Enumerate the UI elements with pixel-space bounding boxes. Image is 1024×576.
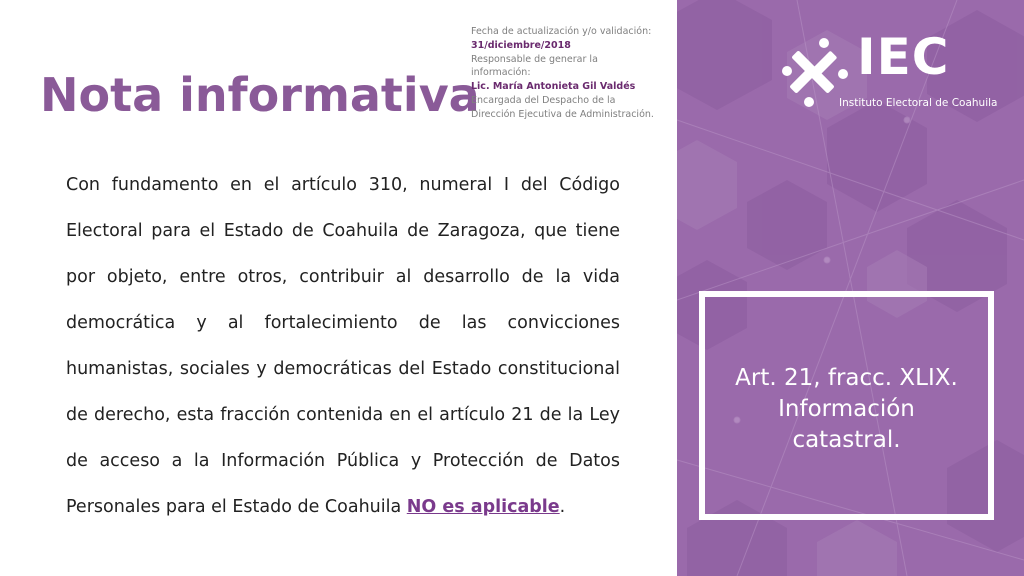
article-line-1: Art. 21, fracc. XLIX. (735, 365, 958, 391)
responsible-department: Dirección Ejecutiva de Administración. (471, 108, 654, 120)
logo-acronym: IEC (857, 28, 950, 86)
responsible-role: Encargada del Despacho de la (471, 94, 616, 106)
body-end: . (559, 497, 566, 517)
not-applicable-link[interactable]: NO es aplicable (406, 497, 560, 517)
logo-subtitle: Instituto Electoral de Coahuila (839, 97, 998, 109)
article-line-2: Información (778, 396, 915, 422)
article-box (699, 291, 994, 520)
side-panel (677, 0, 1024, 576)
body-text: Con fundamento en el artículo 310, numeral I del Código Electoral para el Estado de Coahuila de Zaragoza, que tiene por objeto, entre otros, contribuir al desarrollo de la vida democrática y al fortalecimiento de las convicciones humanistas, sociales y democráticas del Estado constitucional de derecho, esta fracción contenida en el artículo 21 de la Ley de acceso a la Información Pública y Protección de Datos Personales para el Estado de Coahuila (66, 175, 620, 517)
update-info (471, 25, 671, 122)
responsible-name: Lic. María Antonieta Gil Valdés (471, 81, 636, 93)
update-date-label: Fecha de actualización y/o validación: (471, 26, 652, 37)
update-date: 31/diciembre/2018 (471, 39, 571, 51)
iec-logo (777, 28, 1007, 114)
article-text (705, 363, 988, 456)
page-title: Nota informativa (40, 68, 480, 122)
body-paragraph (66, 162, 620, 530)
article-line-3: catastral. (792, 427, 901, 453)
responsible-label: Responsable de generar la (471, 53, 598, 65)
responsible-label-2: información: (471, 67, 531, 79)
